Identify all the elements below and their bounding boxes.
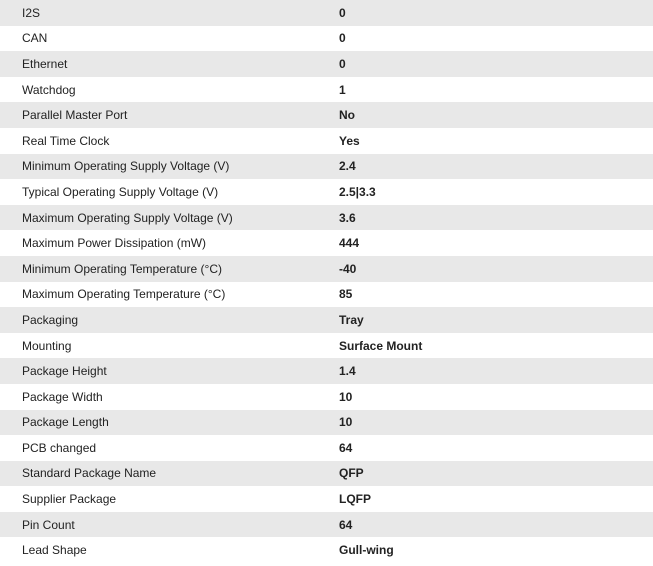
spec-label: Pin Count [22,517,75,532]
spec-label: Package Height [22,364,107,379]
spec-label: Parallel Master Port [22,108,128,123]
spec-label: Maximum Operating Temperature (°C) [22,287,226,302]
spec-value: 10 [339,389,353,404]
spec-label: Mounting [22,338,72,353]
spec-row-watchdog [0,77,653,103]
spec-label: CAN [22,31,48,46]
spec-value: 0 [339,56,346,71]
spec-value: 64 [339,440,353,455]
spec-label: Packaging [22,312,79,327]
spec-label: Supplier Package [22,492,117,507]
spec-value: 0 [339,31,346,46]
spec-row-pin-count [0,512,653,538]
spec-label: Maximum Power Dissipation (mW) [22,236,207,251]
spec-row-max-temperature [0,282,653,308]
spec-value: 85 [339,287,353,302]
spec-label: Maximum Operating Supply Voltage (V) [22,210,233,225]
spec-label: Lead Shape [22,543,87,558]
spec-row-package-length [0,410,653,436]
spec-row-lead-shape [0,537,653,563]
spec-value: No [339,108,355,123]
spec-label: Watchdog [22,82,76,97]
spec-row-ethernet [0,51,653,77]
spec-value: Gull-wing [339,543,394,558]
spec-row-package-height [0,358,653,384]
spec-value: Tray [339,312,364,327]
spec-value: 0 [339,5,346,20]
spec-value: -40 [339,261,357,276]
spec-label: Typical Operating Supply Voltage (V) [22,184,219,199]
spec-row-min-supply-voltage [0,154,653,180]
spec-label: Minimum Operating Temperature (°C) [22,261,222,276]
spec-row-pcb-changed [0,435,653,461]
spec-label: Ethernet [22,56,68,71]
spec-value: 1 [339,82,346,97]
spec-value: QFP [339,466,364,481]
spec-row-min-temperature [0,256,653,282]
spec-row-max-power-dissipation [0,230,653,256]
spec-row-typ-supply-voltage [0,179,653,205]
spec-row-mounting [0,333,653,359]
spec-row-standard-package-name [0,461,653,487]
spec-label: Minimum Operating Supply Voltage (V) [22,159,230,174]
spec-value: 444 [339,236,360,251]
spec-label: Package Length [22,415,109,430]
spec-row-can [0,26,653,52]
spec-label: Package Width [22,389,103,404]
spec-value: 1.4 [339,364,356,379]
spec-value: Surface Mount [339,338,423,353]
spec-row-package-width [0,384,653,410]
spec-label: PCB changed [22,440,97,455]
spec-label: I2S [22,5,41,20]
spec-row-packaging [0,307,653,333]
spec-row-max-supply-voltage [0,205,653,231]
spec-value: 2.4 [339,159,356,174]
spec-value: 64 [339,517,353,532]
spec-row-parallel-master-port [0,102,653,128]
spec-row-real-time-clock [0,128,653,154]
spec-label: Real Time Clock [22,133,110,148]
spec-label: Standard Package Name [22,466,157,481]
spec-value: LQFP [339,492,371,507]
spec-row-i2s [0,0,653,26]
spec-value: 3.6 [339,210,356,225]
spec-value: 2.5|3.3 [339,184,376,199]
spec-value: Yes [339,133,360,148]
spec-row-supplier-package [0,486,653,512]
spec-value: 10 [339,415,353,430]
